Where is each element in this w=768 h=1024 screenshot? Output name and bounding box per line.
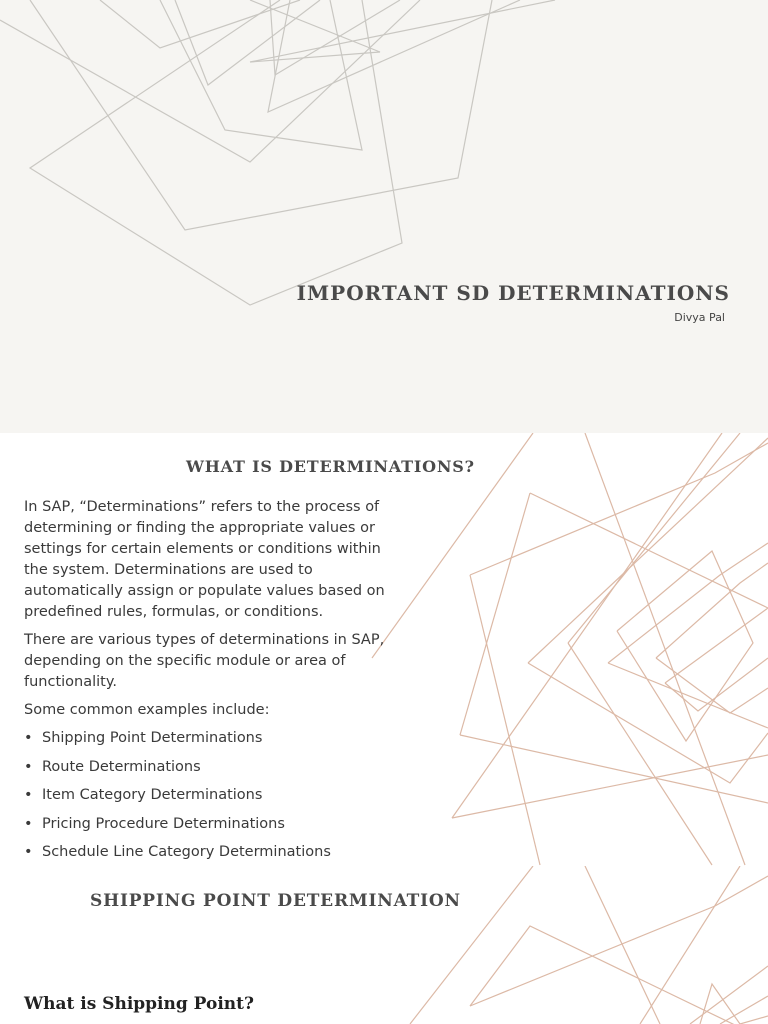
decorative-lines [0,0,768,433]
bullet-icon: • [24,730,33,746]
title-slide [0,0,768,433]
bullet-icon: • [24,787,33,804]
subsection-heading: What is Shipping Point? [24,994,254,1014]
section-heading: WHAT IS DETERMINATIONS? [186,457,475,476]
paragraph-examples-intro: Some common examples include: [24,702,270,718]
bullet-icon: • [24,815,33,832]
paragraph-types: There are various types of determinations in SAP, depending on the specific module or area of functionality. [24,632,385,690]
list-item: • Schedule Line Category Determinations [24,842,396,866]
presentation-title: IMPORTANT SD DETERMINATIONS [296,281,730,305]
bullet-icon: • [24,844,33,861]
what-is-determinations-slide [0,433,768,866]
examples-list [24,728,396,866]
list-item: • Route Determinations [24,757,396,786]
shipping-point-slide [0,866,768,1024]
list-item: • Item Category Determinations [24,785,396,814]
paragraph-definition: In SAP, “Determinations” refers to the process of determining or finding the appropriate values or settings for certain elements or conditions within the system. Determinations are used to automatically assign or populate values based on predefined rules, formulas, or conditions. [24,499,385,620]
bullet-icon: • [24,758,33,775]
determinations-description [24,497,396,866]
presentation-author: Divya Pal [674,311,725,324]
list-item: • Pricing Procedure Determinations [24,814,396,843]
section-heading: SHIPPING POINT DETERMINATION [90,891,461,911]
list-item: • Shipping Point Determinations [24,728,396,757]
